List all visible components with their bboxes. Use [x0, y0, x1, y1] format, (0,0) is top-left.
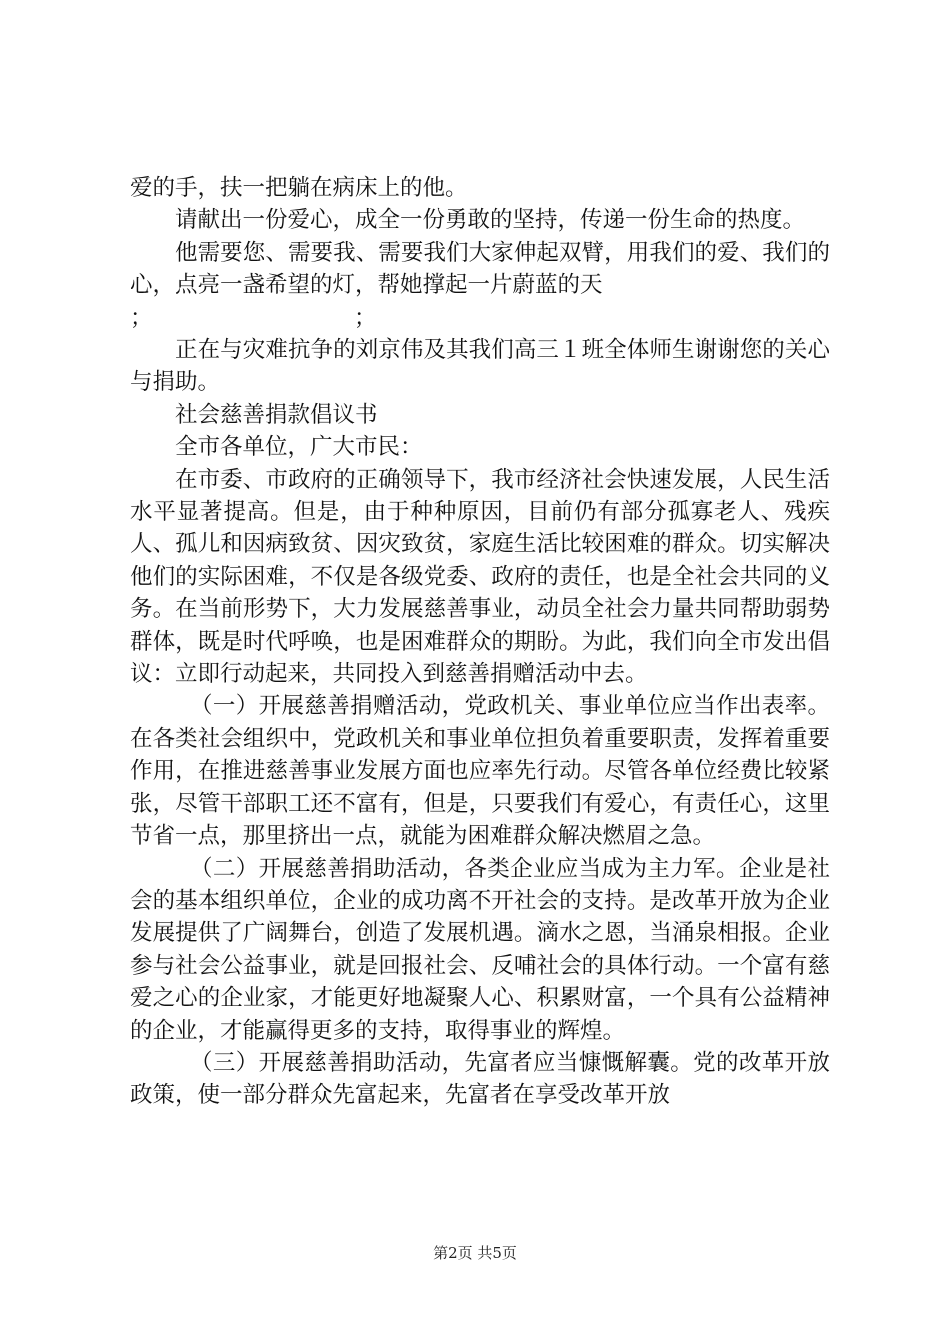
paragraph-appeal: 请献出一份爱心，成全一份勇敢的坚持，传递一份生命的热度。	[175, 207, 806, 234]
paragraph-item-2: （二）开展慈善捐助活动，各类企业应当成为主力军。企业是社会的基本组织单位，企业的成功离不开社会的支持。是改革开放为企业发展提供了广阔舞台，创造了发展机遇。滴水之恩，当涌泉相报。企业参与社会公益事业，就是回报社会、反哺社会的具体行动。一个富有慈爱之心的企业家，才能更好地凝聚人心、积累财富，一个具有公益精神的企业，才能赢得更多的支持，取得事业的辉煌。	[130, 855, 830, 1044]
paragraph-item-3: （三）开展慈善捐助活动，先富者应当慷慨解囊。党的改革开放政策，使一部分群众先富起来，先富者在享受改革开放	[130, 1049, 830, 1109]
paragraph-intro: 在市委、市政府的正确领导下，我市经济社会快速发展，人民生活水平显著提高。但是，由于种种原因，目前仍有部分孤寡老人、残疾人、孤儿和因病致贫、因灾致贫，家庭生活比较困难的群众。切实解决他们的实际困难，不仅是各级党委、政府的责任，也是全社会共同的义务。在当前形势下，大力发展慈善事业，动员全社会力量共同帮助弱势群体，既是时代呼唤，也是困难群众的期盼。为此，我们向全市发出倡议：立即行动起来，共同投入到慈善捐赠活动中去。	[130, 466, 830, 688]
paragraph-thanks: 正在与灾难抗争的刘京伟及其我们高三１班全体师生谢谢您的关心与捐助。	[130, 337, 830, 396]
semicolon-left: ；	[130, 304, 153, 331]
paragraph-continuation: 爱的手，扶一把躺在病床上的他。	[130, 175, 468, 201]
paragraph-item-1: （一）开展慈善捐赠活动，党政机关、事业单位应当作出表率。在各类社会组织中，党政机关和事业单位担负着重要职责，发挥着重要作用，在推进慈善事业发展方面也应率先行动。尽管各单位经费比较紧张，尽管干部职工还不富有，但是，只要我们有爱心，有责任心，这里节省一点，那里挤出一点，就能为困难群众解决燃眉之急。	[130, 693, 830, 850]
page-footer: 第2页 共5页	[433, 1244, 517, 1262]
salutation: 全市各单位，广大市民：	[175, 434, 423, 461]
paragraph-need: 他需要您、需要我、需要我们大家伸起双臂，用我们的爱、我们的心，点亮一盏希望的灯，帮她撑起一片蔚蓝的天	[130, 239, 830, 299]
semicolon-line	[130, 302, 830, 334]
document-body	[130, 172, 830, 1112]
semicolon-right: ；	[354, 304, 377, 331]
section-title: 社会慈善捐款倡议书	[175, 401, 378, 428]
